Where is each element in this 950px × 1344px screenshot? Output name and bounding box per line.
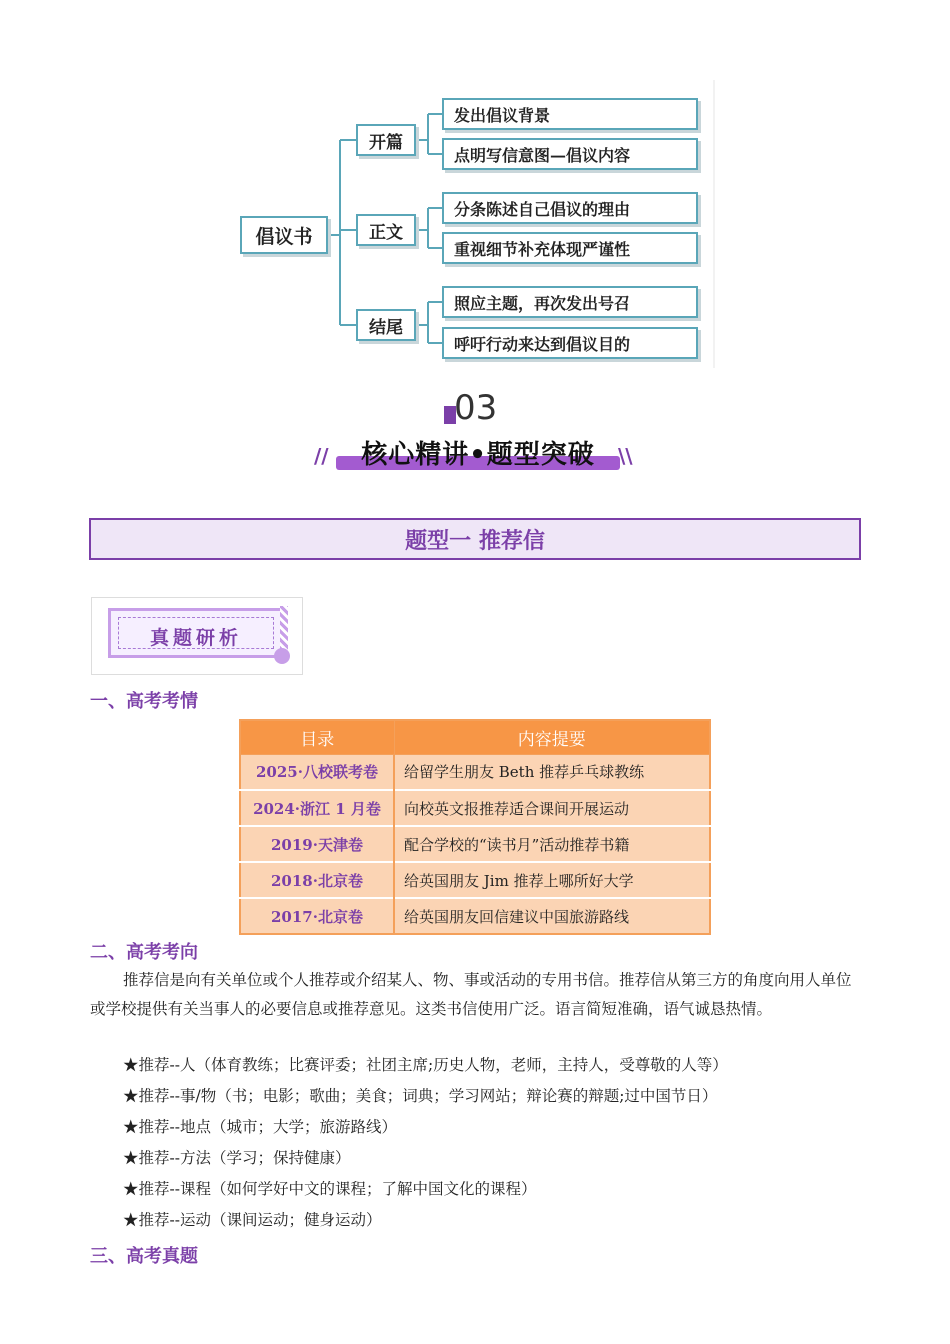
table-header-row <box>240 720 710 754</box>
table-cell-content: 给英国朋友回信建议中国旅游路线 <box>394 898 710 934</box>
table-cell-year: 2017·北京卷 <box>240 898 394 934</box>
recommendation-list <box>123 1050 863 1236</box>
heading-exam-situation: 一、高考考情 <box>90 691 198 712</box>
table-row <box>240 826 710 862</box>
mind-map-leaf: 发出倡议背景 <box>442 98 698 130</box>
section-number-text: 03 <box>454 388 498 428</box>
mind-map-branch-opening: 开篇 <box>356 124 416 156</box>
table-cell-year: 2019·天津卷 <box>240 826 394 862</box>
mind-map-leaf: 分条陈述自己倡议的理由 <box>442 192 698 224</box>
list-item: ★推荐--方法（学习；保持健康） <box>123 1149 351 1167</box>
mind-map-leaf: 照应主题，再次发出号召 <box>442 286 698 318</box>
stamp-text: 真题研析 <box>149 627 242 649</box>
table-header-summary: 内容提要 <box>394 720 710 754</box>
table-cell-year: 2024·浙江 1 月卷 <box>240 790 394 826</box>
table-row <box>240 790 710 826</box>
intro-paragraph: 推荐信是向有关单位或个人推荐或介绍某人、物、事或活动的专用书信。推荐信从第三方的角度向用人单位或学校提供有关当事人的必要信息或推荐意见。这类书信使用广泛。语言简短准确，语气诚恳热情。 <box>90 971 852 1018</box>
list-item: ★推荐--地点（城市；大学；旅游路线） <box>123 1118 397 1136</box>
mind-map-connectors <box>0 0 950 380</box>
mind-map-root: 倡议书 <box>240 216 328 254</box>
slash-decoration-icon: // <box>314 444 329 468</box>
mind-map-leaf: 呼吁行动来达到倡议目的 <box>442 327 698 359</box>
mind-map-branch-ending: 结尾 <box>356 309 416 341</box>
heading-exam-questions: 三、高考真题 <box>90 1246 198 1267</box>
table-row <box>240 898 710 934</box>
table-cell-content: 配合学校的“读书月”活动推荐书籍 <box>394 826 710 862</box>
table-cell-content: 给留学生朋友 Beth 推荐乒乓球教练 <box>394 754 710 790</box>
backslash-decoration-icon: \\ <box>618 444 633 468</box>
section-title-text: 核心精讲•题型突破 <box>361 440 595 470</box>
mind-map <box>0 0 950 380</box>
list-item: ★推荐--事/物（书；电影；歌曲；美食；词典；学习网站；辩论赛的辩题;过中国节日） <box>123 1087 718 1105</box>
exam-analysis-stamp <box>91 597 303 675</box>
stamp-frame <box>108 608 284 658</box>
stamp-stripe-decoration <box>280 606 288 650</box>
type-banner: 题型一 推荐信 <box>89 518 861 560</box>
table-cell-year: 2025·八校联考卷 <box>240 754 394 790</box>
mind-map-leaf: 点明写信意图—倡议内容 <box>442 138 698 170</box>
table-header-catalog: 目录 <box>240 720 394 754</box>
mind-map-leaf: 重视细节补充体现严谨性 <box>442 232 698 264</box>
table-row <box>240 862 710 898</box>
heading-exam-direction: 二、高考考向 <box>90 942 198 963</box>
table-cell-year: 2018·北京卷 <box>240 862 394 898</box>
section-number <box>440 388 520 438</box>
table-cell-content: 给英国朋友 Jim 推荐上哪所好大学 <box>394 862 710 898</box>
list-item: ★推荐--运动（课间运动；健身运动） <box>123 1211 382 1229</box>
table-row <box>240 754 710 790</box>
stamp-dot-decoration <box>274 648 290 664</box>
list-item: ★推荐--课程（如何学好中文的课程；了解中国文化的课程） <box>123 1180 537 1198</box>
table-cell-content: 向校英文报推荐适合课间开展运动 <box>394 790 710 826</box>
list-item: ★推荐--人（体育教练；比赛评委；社团主席;历史人物，老师，主持人，受尊敬的人等） <box>123 1056 728 1074</box>
section-title <box>312 432 642 476</box>
exam-table <box>239 719 711 935</box>
mind-map-branch-body: 正文 <box>356 214 416 246</box>
